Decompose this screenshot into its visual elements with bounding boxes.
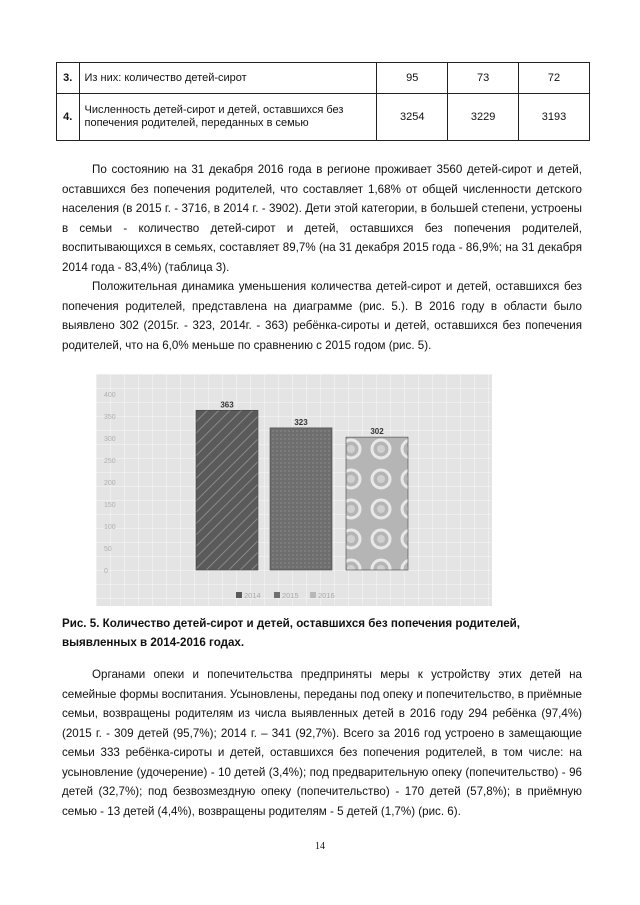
y-tick-label: 250 [104, 458, 116, 465]
cell-value-2014: 3254 [377, 94, 448, 141]
figure-caption: Рис. 5. Количество детей-сирот и детей, оставшихся без попечения родителей, выявленных в 2014-2016 годах. [62, 617, 521, 649]
y-tick-label: 350 [104, 414, 116, 421]
table-row [57, 63, 590, 94]
row-number: 4. [57, 94, 80, 141]
paragraph-dynamics [62, 277, 582, 355]
legend-swatch-2014 [236, 592, 242, 598]
row-label: Численность детей-сирот и детей, оставшихся без попечения родителей, переданных в семью [79, 94, 377, 141]
data-label-2014: 363 [220, 400, 234, 410]
paragraph-text: Положительная динамика уменьшения количества детей-сирот и детей, оставшихся без попечения родителей, представлена на диаграмме (рис. 5.). В 2016 году в области было выявлено 302 (2015г. - 323, 2014г. - 363) ребёнка-сироты и детей, оставшихся без попечения родителей, что на 6,0% меньше по сравнению с 2015 годом (рис. 5). [62, 280, 582, 352]
cell-value-2016: 3193 [519, 94, 590, 141]
cell-value-2015: 73 [448, 63, 519, 94]
y-tick-label: 150 [104, 502, 116, 509]
y-tick-label: 200 [104, 480, 116, 487]
legend-swatch-2016 [310, 592, 316, 598]
table-row [57, 94, 590, 141]
bar-2014 [196, 410, 258, 570]
bar-2015 [270, 428, 332, 570]
y-tick-label: 100 [104, 524, 116, 531]
cell-value-2015: 3229 [448, 94, 519, 141]
legend-label-2015: 2015 [282, 591, 299, 600]
y-tick-label: 400 [104, 392, 116, 399]
statistics-table [56, 62, 590, 141]
paragraph-text: Органами опеки и попечительства предприняты меры к устройству этих детей на семейные формы воспитания. Усыновлены, переданы под опеку и попечительство, в приёмные семьи, возвращены родителям из числа выявленных детей в 2016 году 294 ребёнка (97,4%) (2015 г. - 309 детей (95,7%); 2014 г. – 341 (92,7%). Всего за 2016 год устроено в замещающие семьи 333 ребёнка-сироты и детей, оставшихся без попечения родителей, в том числе: на усыновление (удочерение) - 10 детей (3,4%); под предварительную опеку (попечительство) - 96 детей (32,7%); под безвозмездную опеку (попечительство) - 170 детей (57,8%); в приёмную семью - 13 детей (4,4%), возвращены родителям - 5 детей (1,7%) (рис. 6). [62, 668, 582, 818]
bar-2016 [346, 437, 408, 570]
paragraph-text: По состоянию на 31 декабря 2016 года в регионе проживает 3560 детей-сирот и детей, оставшихся без попечения родителей, что составляет 1,68% от общей численности детского населения (в 2015 г. - 3716, в 2014 г. - 3902). Дети этой категории, в большей степени, устроены в семьи - количество детей-сирот и детей, оставшихся без попечения родителей, воспитывающихся в семьях, составляет 89,7% (на 31 декабря 2015 года - 86,9%; на 31 декабря 2014 года - 83,4%) (таблица 3). [62, 163, 582, 274]
data-label-2015: 323 [294, 417, 308, 427]
cell-value-2014: 95 [377, 63, 448, 94]
paragraph-residents [62, 160, 582, 277]
legend-label-2016: 2016 [318, 591, 335, 600]
y-tick-label: 0 [104, 568, 108, 575]
page-number: 14 [315, 841, 325, 852]
y-tick-label: 50 [104, 546, 112, 553]
row-label: Из них: количество детей-сирот [79, 63, 377, 94]
row-number: 3. [57, 63, 80, 94]
cell-value-2016: 72 [519, 63, 590, 94]
legend-label-2014: 2014 [244, 591, 261, 600]
paragraph-placement [62, 665, 582, 821]
data-label-2016: 302 [370, 427, 384, 437]
y-tick-label: 300 [104, 436, 116, 443]
orphans-bar-chart [96, 374, 492, 606]
legend-swatch-2015 [274, 592, 280, 598]
